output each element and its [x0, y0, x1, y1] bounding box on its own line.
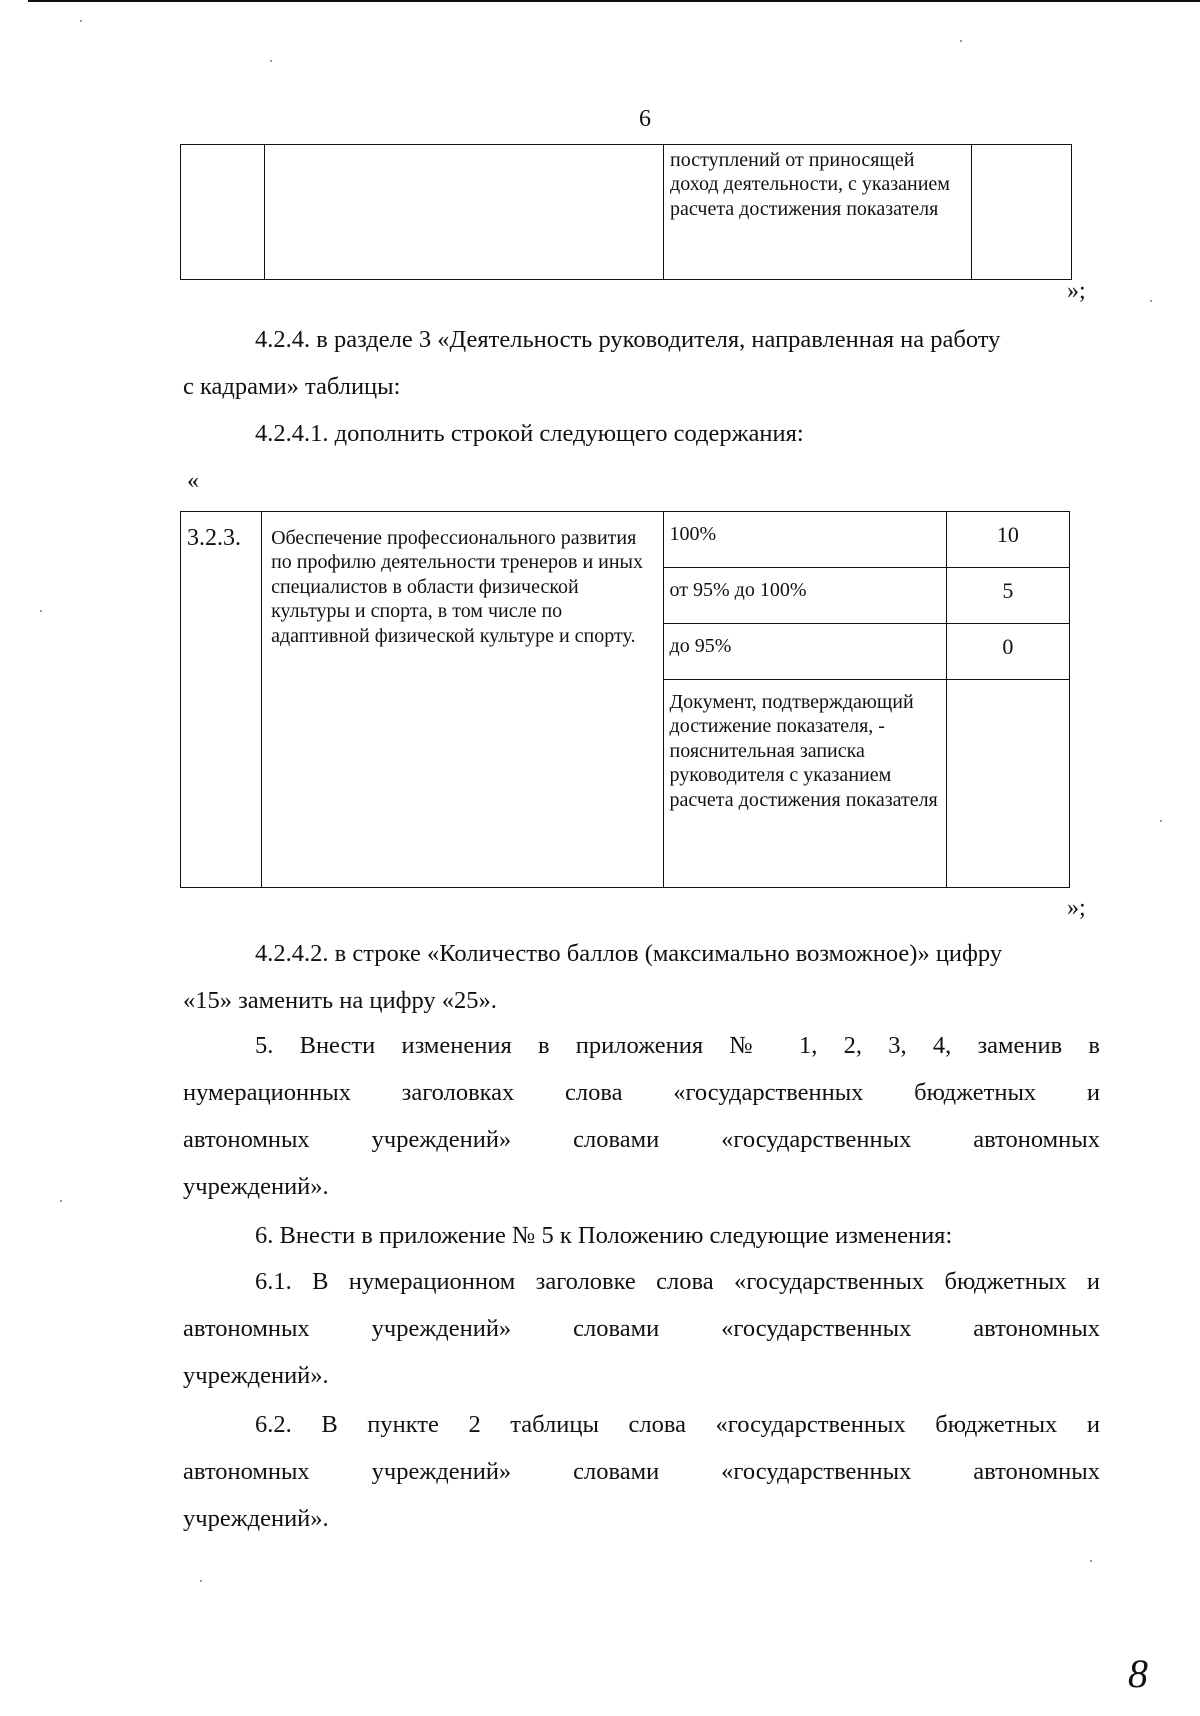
paragraph-line: 4.2.4.2. в строке «Количество баллов (максимально возможное)» цифру [255, 940, 1003, 967]
paragraph-4-2-4-1 [183, 410, 1100, 457]
paragraph-line: «15» заменить на цифру «25». [183, 987, 497, 1014]
row-number: 3.2.3. [181, 512, 262, 888]
scan-speck [960, 40, 962, 42]
handwritten-mark: 8 [1128, 1651, 1148, 1696]
closing-quote: »; [1067, 895, 1086, 921]
points-cell: 10 [946, 512, 1069, 568]
paragraph-line: автономных учреждений» словами «государственных автономных [183, 1458, 1100, 1485]
scan-speck [1160, 820, 1162, 822]
criterion-cell: до 95% [663, 624, 946, 680]
table-cell-empty [265, 145, 664, 280]
paragraph-line: учреждений». [183, 1173, 329, 1200]
scan-speck [270, 60, 272, 62]
paragraph-4-2-4-2 [183, 930, 1100, 1024]
scan-speck [1150, 300, 1152, 302]
paragraph-4-2-4 [183, 316, 1100, 410]
paragraph-5 [183, 1022, 1100, 1210]
paragraph-6 [183, 1212, 1100, 1259]
criterion-cell: 100% [663, 512, 946, 568]
paragraph-line: нумерационных заголовках слова «государственных бюджетных и [183, 1079, 1100, 1106]
table-cell-text: поступлений от приносящей доход деятельности, с указанием расчета достижения показателя [664, 145, 971, 280]
scan-speck [60, 1200, 62, 1202]
inserted-row-table [180, 511, 1070, 888]
criterion-cell: от 95% до 100% [663, 568, 946, 624]
paragraph-line: автономных учреждений» словами «государственных автономных [183, 1315, 1100, 1342]
paragraph-line: учреждений». [183, 1362, 329, 1389]
table-cell-empty [971, 145, 1071, 280]
paragraph-6-1 [183, 1258, 1100, 1399]
scan-speck [200, 1580, 202, 1582]
paragraph-line: 4.2.4. в разделе 3 «Деятельность руководителя, направленная на работу [255, 326, 1001, 353]
scan-speck [40, 610, 42, 612]
row-description: Обеспечение профессионального развития по профилю деятельности тренеров и иных специалистов в области физической культуры и спорта, в том числе по адаптивной физической культуре и спорту. [262, 512, 663, 888]
document-cell: Документ, подтверждающий достижение показателя, - пояснительная записка руководителя с указанием расчета достижения показателя [663, 680, 946, 888]
paragraph-line: автономных учреждений» словами «государственных автономных [183, 1126, 1100, 1153]
opening-quote: « [187, 468, 199, 494]
continued-table-fragment [180, 144, 1072, 280]
scan-speck [1090, 1560, 1092, 1562]
page-number: 6 [639, 106, 651, 132]
paragraph-6-2 [183, 1401, 1100, 1542]
paragraph-line: 4.2.4.1. дополнить строкой следующего содержания: [255, 420, 804, 447]
page-top-edge [28, 0, 1200, 2]
paragraph-line: с кадрами» таблицы: [183, 373, 401, 400]
paragraph-line: учреждений». [183, 1505, 329, 1532]
paragraph-line: 6. Внести в приложение № 5 к Положению следующие изменения: [255, 1222, 953, 1249]
paragraph-line: 5. Внести изменения в приложения № 1, 2, 3, 4, заменив в [255, 1032, 1100, 1059]
closing-quote: »; [1067, 278, 1086, 304]
points-cell: 0 [946, 624, 1069, 680]
points-cell-empty [946, 680, 1069, 888]
scan-speck [80, 20, 82, 22]
table-cell-empty [181, 145, 265, 280]
points-cell: 5 [946, 568, 1069, 624]
paragraph-line: 6.1. В нумерационном заголовке слова «государственных бюджетных и [255, 1268, 1100, 1295]
paragraph-line: 6.2. В пункте 2 таблицы слова «государственных бюджетных и [255, 1411, 1100, 1438]
